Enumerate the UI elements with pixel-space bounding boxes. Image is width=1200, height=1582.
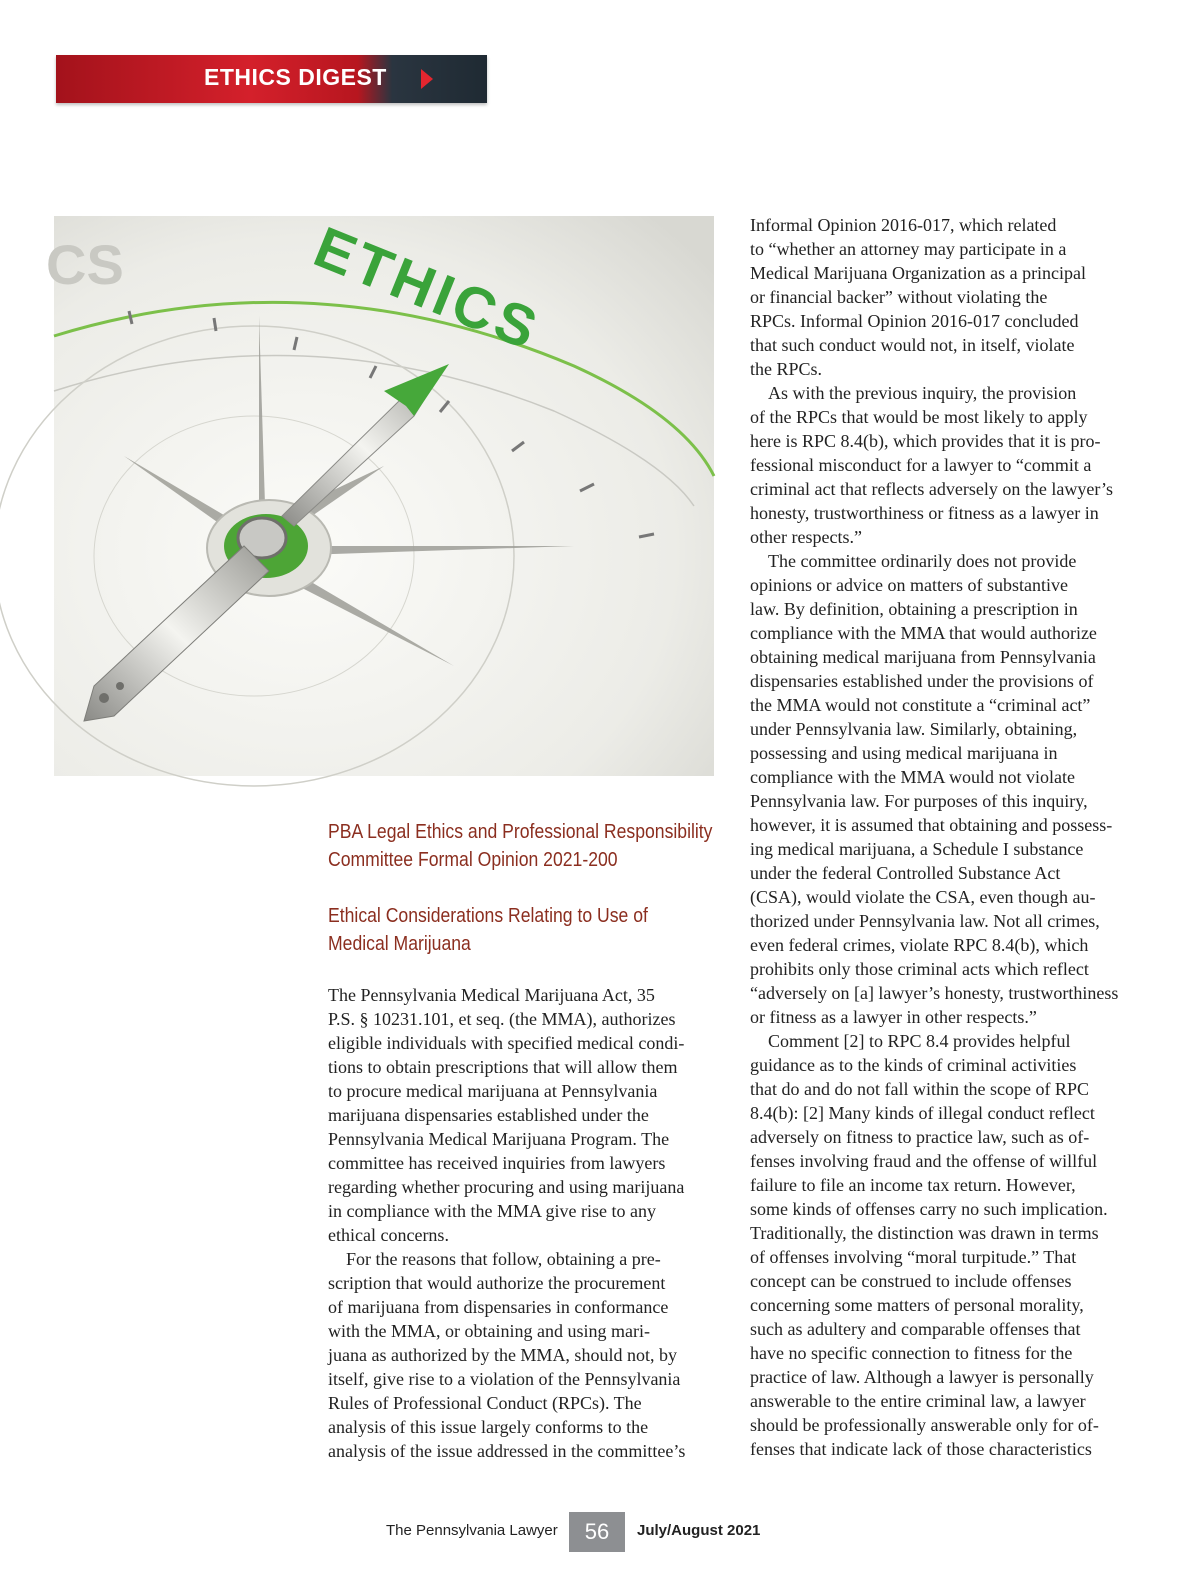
text-line: law. By definition, obtaining a prescription in — [750, 599, 1078, 619]
text-line: The committee ordinarily does not provide — [768, 551, 1077, 571]
text-line: dispensaries established under the provisions of — [750, 671, 1094, 691]
text-line: opinions or advice on matters of substantive — [750, 575, 1068, 595]
text-line: Pennsylvania law. For purposes of this inquiry, — [750, 791, 1088, 811]
compass-word: ETHICS — [305, 214, 550, 364]
topic-heading — [328, 902, 680, 958]
text-line: criminal act that reflects adversely on the lawyer’s — [750, 479, 1114, 499]
left-text-column — [328, 983, 685, 1463]
text-line: in compliance with the MMA give rise to any — [328, 1201, 656, 1221]
text-line: should be professionally answerable only for of- — [750, 1415, 1099, 1435]
text-line: to procure medical marijuana at Pennsylvania — [328, 1081, 658, 1101]
text-line: the RPCs. — [750, 359, 823, 379]
text-line: under Pennsylvania law. Similarly, obtaining, — [750, 719, 1078, 739]
text-line: committee has received inquiries from lawyers — [328, 1153, 666, 1173]
text-line: of offenses involving “moral turpitude.” That — [750, 1247, 1077, 1267]
text-line: fenses involving fraud and the offense of willful — [750, 1151, 1098, 1171]
text-line: compliance with the MMA that would authorize — [750, 623, 1097, 643]
text-line: failure to file an income tax return. However, — [750, 1175, 1076, 1195]
compass-fragment: CS — [46, 233, 124, 296]
text-line: fenses that indicate lack of those characteristics — [750, 1439, 1092, 1459]
text-line: here is RPC 8.4(b), which provides that it is pro- — [750, 431, 1101, 451]
text-line: juana as authorized by the MMA, should not, by — [328, 1345, 677, 1365]
text-line: scription that would authorize the procurement — [328, 1273, 666, 1293]
text-line: compliance with the MMA would not violate — [750, 767, 1075, 787]
text-line: marijuana dispensaries established under the — [328, 1105, 649, 1125]
text-line: concerning some matters of personal morality, — [750, 1295, 1084, 1315]
text-line: such as adultery and comparable offenses that — [750, 1319, 1081, 1339]
text-line: under the federal Controlled Substance Act — [750, 863, 1061, 883]
text-line: or fitness as a lawyer in other respects.” — [750, 1007, 1037, 1027]
text-line: analysis of the issue addressed in the committee’s — [328, 1441, 686, 1461]
opinion-heading — [328, 818, 713, 874]
text-line: Medical Marijuana Organization as a principal — [750, 263, 1087, 283]
text-line: have no specific connection to fitness for the — [750, 1343, 1073, 1363]
text-line: guidance as to the kinds of criminal activities — [750, 1055, 1077, 1075]
text-line: ethical concerns. — [328, 1225, 449, 1245]
text-line: with the MMA, or obtaining and using mari- — [328, 1321, 650, 1341]
text-line: 8.4(b): [2] Many kinds of illegal conduct reflect — [750, 1103, 1095, 1123]
text-line: of the RPCs that would be most likely to apply — [750, 407, 1088, 427]
text-line: tions to obtain prescriptions that will allow them — [328, 1057, 678, 1077]
text-line: regarding whether procuring and using marijuana — [328, 1177, 685, 1197]
text-line: The Pennsylvania Medical Marijuana Act, 35 — [328, 985, 655, 1005]
page-number: 56 — [569, 1512, 625, 1552]
text-line: even federal crimes, violate RPC 8.4(b), which — [750, 935, 1089, 955]
arrow-right-icon — [421, 69, 433, 89]
text-line: possessing and using medical marijuana in — [750, 743, 1058, 763]
right-text-column — [750, 213, 1118, 1461]
text-line: some kinds of offenses carry no such implication. — [750, 1199, 1108, 1219]
text-line: eligible individuals with specified medical condi- — [328, 1033, 685, 1053]
text-line: Pennsylvania Medical Marijuana Program. The — [328, 1129, 670, 1149]
text-line: or financial backer” without violating the — [750, 287, 1048, 307]
text-line: that do and do not fall within the scope of RPC — [750, 1079, 1089, 1099]
text-line: analysis of this issue largely conforms to the — [328, 1417, 649, 1437]
text-line: other respects.” — [750, 527, 862, 547]
text-line: Rules of Professional Conduct (RPCs). The — [328, 1393, 642, 1413]
text-line: RPCs. Informal Opinion 2016-017 concluded — [750, 311, 1079, 331]
section-banner — [56, 55, 487, 103]
text-line: For the reasons that follow, obtaining a pre- — [346, 1249, 661, 1269]
text-line: As with the previous inquiry, the provision — [768, 383, 1077, 403]
text-line: thorized under Pennsylvania law. Not all crimes, — [750, 911, 1100, 931]
text-line: adversely on fitness to practice law, such as of- — [750, 1127, 1090, 1147]
topic-heading-line: Ethical Considerations Relating to Use of — [328, 905, 648, 927]
text-line: (CSA), would violate the CSA, even though au- — [750, 887, 1096, 907]
issue-date: July/August 2021 — [637, 1522, 761, 1539]
text-line: itself, give rise to a violation of the Pennsylvania — [328, 1369, 681, 1389]
text-line: of marijuana from dispensaries in conformance — [328, 1297, 669, 1317]
compass-illustration — [46, 214, 714, 776]
text-line: obtaining medical marijuana from Pennsylvania — [750, 647, 1096, 667]
text-line: the MMA would not constitute a “criminal act” — [750, 695, 1091, 715]
text-line: Comment [2] to RPC 8.4 provides helpful — [768, 1031, 1071, 1051]
text-line: Informal Opinion 2016-017, which related — [750, 215, 1057, 235]
text-line: however, it is assumed that obtaining and possess- — [750, 815, 1113, 835]
section-label: ETHICS DIGEST — [204, 64, 387, 90]
opinion-heading-line: Committee Formal Opinion 2021-200 — [328, 849, 618, 871]
text-line: concept can be construed to include offenses — [750, 1271, 1072, 1291]
text-line: P.S. § 10231.101, et seq. (the MMA), authorizes — [328, 1009, 676, 1029]
text-line: Traditionally, the distinction was drawn in terms — [750, 1223, 1099, 1243]
text-line: answerable to the entire criminal law, a lawyer — [750, 1391, 1086, 1411]
text-line: prohibits only those criminal acts which reflect — [750, 959, 1089, 979]
opinion-heading-line: PBA Legal Ethics and Professional Responsibility — [328, 821, 713, 843]
text-line: to “whether an attorney may participate in a — [750, 239, 1067, 259]
text-line: ing medical marijuana, a Schedule I substance — [750, 839, 1084, 859]
text-line: honesty, trustworthiness or fitness as a lawyer in — [750, 503, 1099, 523]
publication-name: The Pennsylvania Lawyer — [386, 1522, 558, 1539]
text-line: “adversely on [a] lawyer’s honesty, trustworthiness — [750, 983, 1119, 1003]
page-footer — [0, 1512, 1200, 1552]
topic-heading-line: Medical Marijuana — [328, 933, 471, 955]
text-line: that such conduct would not, in itself, violate — [750, 335, 1075, 355]
text-line: practice of law. Although a lawyer is personally — [750, 1367, 1094, 1387]
text-line: fessional misconduct for a lawyer to “commit a — [750, 455, 1092, 475]
